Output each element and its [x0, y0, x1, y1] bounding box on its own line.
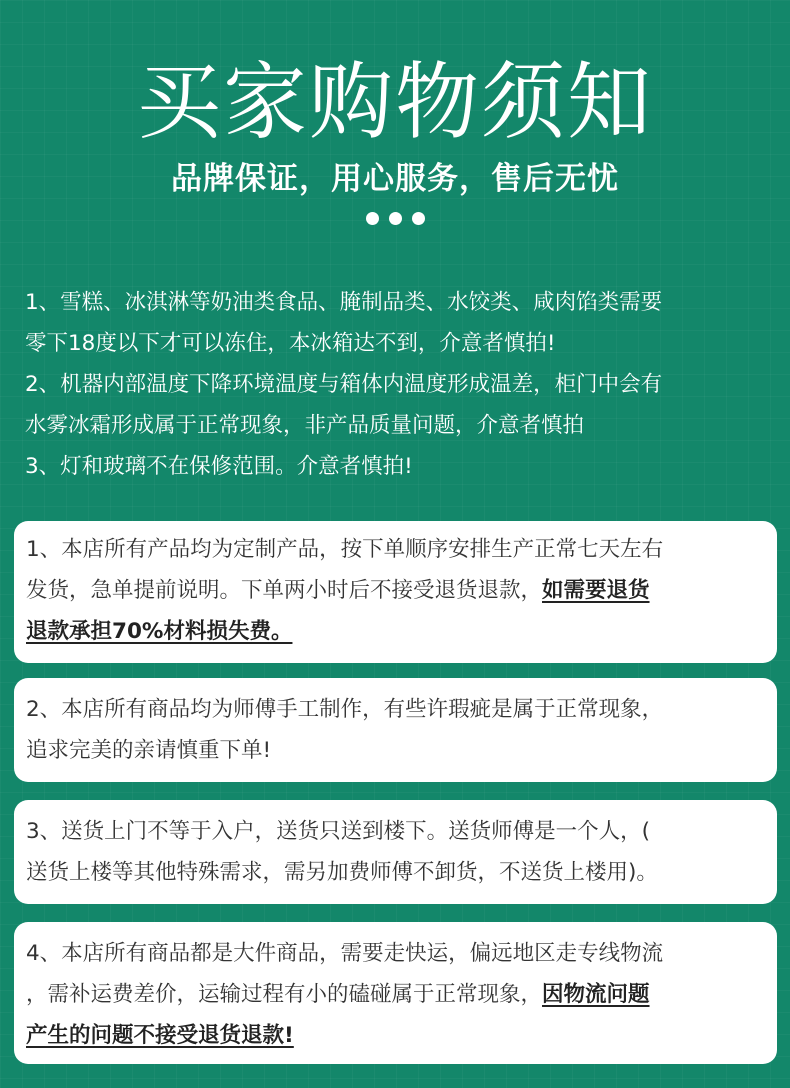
notice-line: 零下18度以下才可以冻住，本冰箱达不到，介意者慎拍! [25, 331, 556, 356]
card-line [26, 974, 777, 1015]
card-line: 1、本店所有产品均为定制产品，按下单顺序安排生产正常七天左右 [26, 537, 664, 562]
notice-line: 2、机器内部温度下降环境温度与箱体内温度形成温差，柜门中会有 [25, 372, 663, 397]
card-line [26, 611, 777, 652]
policy-card-logistics [14, 922, 777, 1064]
policy-card-handmade [14, 678, 777, 782]
page-subtitle: 品牌保证，用心服务，售后无忧 [171, 161, 619, 197]
notice-line: 3、灯和玻璃不在保修范围。介意者慎拍! [25, 454, 413, 479]
dot-icon [389, 212, 402, 225]
card-emphasis: 如需要退货 [542, 578, 650, 603]
card-emphasis: 产生的问题不接受退货退款! [26, 1023, 294, 1048]
card-line [26, 1015, 777, 1056]
dot-icon [366, 212, 379, 225]
card-text: 发货，急单提前说明。下单两小时后不接受退货退款， [26, 578, 543, 603]
card-line: 追求完美的亲请慎重下单! [26, 738, 272, 763]
card-line [26, 570, 777, 611]
card-line: 4、本店所有商品都是大件商品，需要走快运，偏远地区走专线物流 [26, 941, 664, 966]
card-emphasis: 退款承担70%材料损失费。 [26, 619, 293, 644]
decorative-dots [0, 212, 790, 225]
notice-line: 水雾冰霜形成属于正常现象，非产品质量问题，介意者慎拍 [25, 413, 585, 438]
card-text: ，需补运费差价，运输过程有小的磕碰属于正常现象， [26, 982, 543, 1007]
card-line: 送货上楼等其他特殊需求，需另加费师傅不卸货，不送货上楼用)。 [26, 860, 658, 885]
card-line: 2、本店所有商品均为师傅手工制作，有些许瑕疵是属于正常现象， [26, 697, 664, 722]
notice-line: 1、雪糕、冰淇淋等奶油类食品、腌制品类、水饺类、咸肉馅类需要 [25, 290, 663, 315]
dot-icon [412, 212, 425, 225]
page-title: 买家购物须知 [136, 53, 653, 151]
card-emphasis: 因物流问题 [542, 982, 650, 1007]
policy-card-delivery [14, 800, 777, 904]
policy-card-custom-production [14, 521, 777, 663]
card-line: 3、送货上门不等于入户，送货只送到楼下。送货师傅是一个人，( [26, 819, 651, 844]
notice-list [25, 282, 775, 487]
